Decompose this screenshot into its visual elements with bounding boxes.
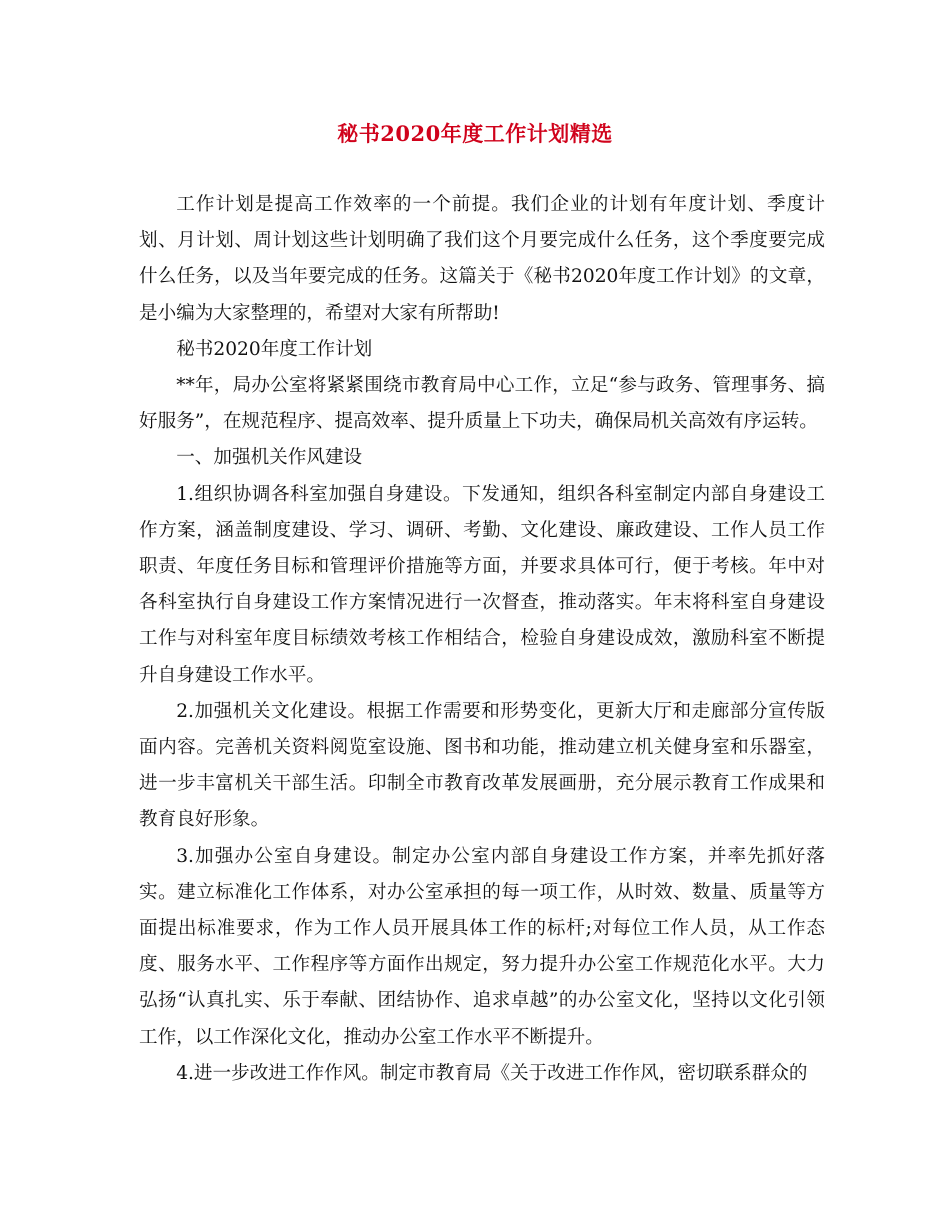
section-heading-1: 一、加强机关作风建设 [176,447,363,469]
plan-subtitle: 秘书2020年度工作计划 [176,338,373,360]
document-title: 秘书2020年度工作计划精选 [337,121,613,146]
item-paragraph-4: 4.进一步改进工作作风。制定市教育局《关于改进工作作风，密切联系群众的 [176,1062,808,1084]
overview-paragraph: **年，局办公室将紧紧围绕市教育局中心工作，立足“参与政务、管理事务、搞好服务”，在规范程序、提高效率、提升质量上下功夫，确保局机关高效有序运转。 [139,375,825,433]
document-body [139,187,825,1092]
item-paragraph-3: 3.加强办公室自身建设。制定办公室内部自身建设工作方案，并率先抓好落实。建立标准化工作体系，对办公室承担的每一项工作，从时效、数量、质量等方面提出标准要求，作为工作人员开展具体工作的标杆;对每位工作人员，从工作态度、服务水平、工作程序等方面作出规定，努力提升办公室工作规范化水平。大力弘扬“认真扎实、乐于奉献、团结协作、追求卓越”的办公室文化，坚持以文化引领工作，以工作深化文化，推动办公室工作水平不断提升。 [139,845,825,1048]
item-paragraph-2: 2.加强机关文化建设。根据工作需要和形势变化，更新大厅和走廊部分宣传版面内容。完善机关资料阅览室设施、图书和功能，推动建立机关健身室和乐器室，进一步丰富机关干部生活。印制全市教育改革发展画册，充分展示教育工作成果和教育良好形象。 [139,700,825,831]
intro-paragraph: 工作计划是提高工作效率的一个前提。我们企业的计划有年度计划、季度计划、月计划、周计划这些计划明确了我们这个月要完成什么任务，这个季度要完成什么任务，以及当年要完成的任务。这篇关于《秘书2020年度工作计划》的文章，是小编为大家整理的，希望对大家有所帮助! [139,194,825,324]
item-paragraph-1: 1.组织协调各科室加强自身建设。下发通知，组织各科室制定内部自身建设工作方案，涵盖制度建设、学习、调研、考勤、文化建设、廉政建设、工作人员工作职责、年度任务目标和管理评价措施等方面，并要求具体可行，便于考核。年中对各科室执行自身建设工作方案情况进行一次督查，推动落实。年末将科室自身建设工作与对科室年度目标绩效考核工作相结合，检验自身建设成效，激励科室不断提升自身建设工作水平。 [139,483,825,686]
